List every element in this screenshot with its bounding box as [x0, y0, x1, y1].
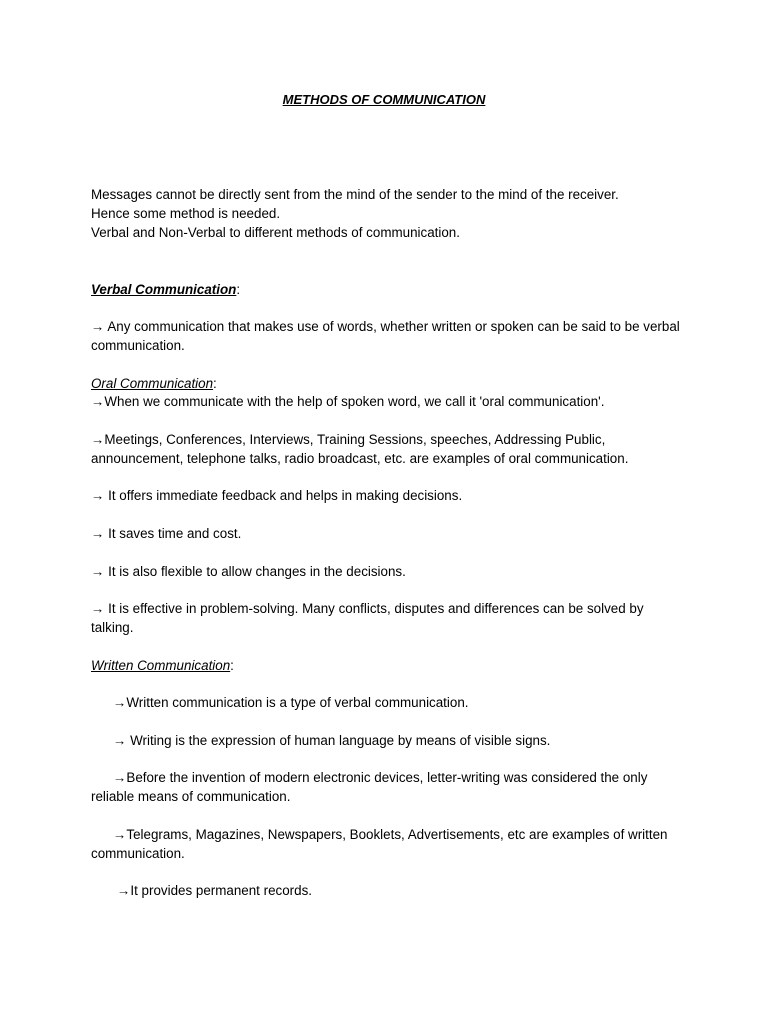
- written-point-5: →It provides permanent records.: [117, 883, 312, 898]
- oral-point-1: →When we communicate with the help of spoken word, we call it 'oral communication'.: [91, 394, 605, 409]
- oral-heading-colon: :: [213, 376, 217, 391]
- oral-point-2: →Meetings, Conferences, Interviews, Training Sessions, speeches, Addressing Public, announcement, telephone talks, radio broadcast, etc. are examples of oral communication.: [91, 432, 629, 466]
- verbal-description: → Any communication that makes use of words, whether written or spoken can be said to be verbal communication.: [91, 319, 680, 353]
- written-point-1: →Written communication is a type of verbal communication.: [113, 695, 469, 710]
- written-heading: Written Communication: [91, 658, 231, 673]
- written-heading-line: [91, 656, 681, 675]
- oral-point-4: → It saves time and cost.: [91, 526, 242, 541]
- oral-heading-line: [91, 374, 681, 393]
- verbal-heading-colon: :: [236, 282, 241, 297]
- written-point-3: →Before the invention of modern electronic devices, letter-writing was considered the only reliable means of communication.: [91, 770, 648, 804]
- document-title: METHODS OF COMMUNICATION: [282, 92, 486, 107]
- verbal-heading-line: [91, 280, 681, 299]
- written-point-2: → Writing is the expression of human language by means of visible signs.: [113, 733, 551, 748]
- oral-point-6: → It is effective in problem-solving. Many conflicts, disputes and differences can be solved by talking.: [91, 601, 644, 635]
- intro-line-2: Hence some method is needed.: [91, 206, 281, 221]
- oral-point-5: → It is also flexible to allow changes in the decisions.: [91, 564, 406, 579]
- written-heading-colon: :: [230, 658, 234, 673]
- written-point-4: →Telegrams, Magazines, Newspapers, Booklets, Advertisements, etc are examples of written communication.: [91, 827, 668, 861]
- verbal-heading: Verbal Communication: [91, 282, 237, 297]
- oral-heading: Oral Communication: [91, 376, 214, 391]
- intro-line-3: Verbal and Non-Verbal to different methods of communication.: [91, 225, 460, 240]
- oral-point-3: → It offers immediate feedback and helps in making decisions.: [91, 488, 463, 503]
- intro-line-1: Messages cannot be directly sent from the mind of the sender to the mind of the receiver.: [91, 187, 619, 202]
